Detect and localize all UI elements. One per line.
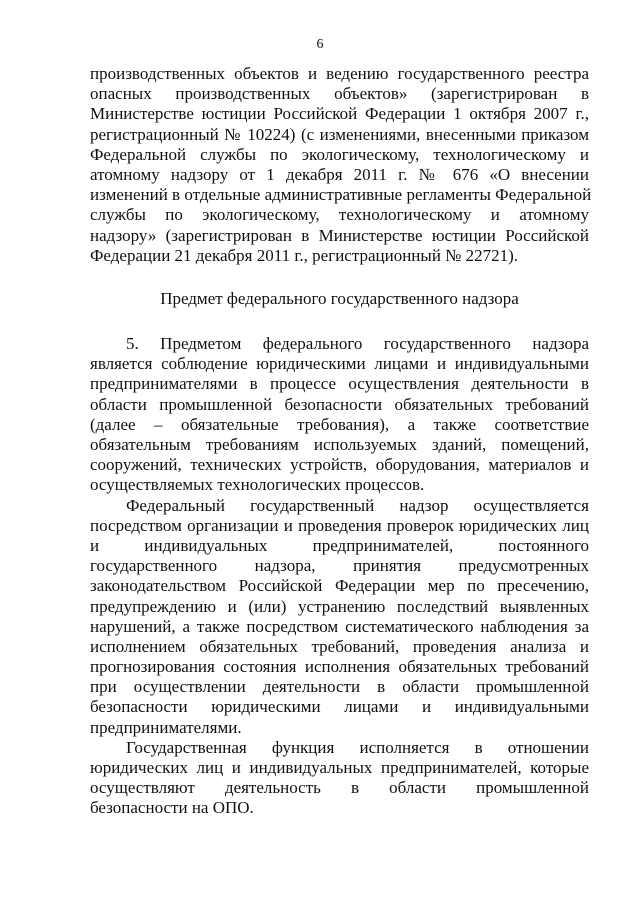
- text-line: регистрационный № 10224) (с изменениями, внесенными приказом: [90, 124, 589, 144]
- text-line: Федерации 21 декабря 2011 г., регистрационный № 22721).: [90, 245, 519, 265]
- text-line: исполнением обязательных требований, проведения анализа и: [90, 636, 589, 656]
- text-line: является соблюдение юридическими лицами и индивидуальными: [90, 354, 589, 374]
- text-line: службы по экологическому, технологическому и атомному: [90, 205, 589, 225]
- paragraph-5: [90, 334, 589, 496]
- text-line: Министерстве юстиции Российской Федерации 1 октября 2007 г.,: [90, 104, 589, 124]
- text-line: Федеральной службы по экологическому, технологическому и: [90, 144, 589, 164]
- section-heading: Предмет федерального государственного надзора: [160, 288, 519, 308]
- text-line: государственного надзора, принятия предусмотренных: [90, 556, 589, 576]
- text-line: производственных объектов и ведению государственного реестра: [90, 64, 589, 83]
- paragraph-state-function: [90, 738, 589, 819]
- text-line: посредством организации и проведения проверок юридических лиц: [90, 515, 589, 535]
- text-line: Федеральный государственный надзор осуществляется: [126, 495, 589, 515]
- text-line: 5. Предметом федерального государственного надзора: [126, 334, 589, 354]
- paragraph-federal-supervision: [90, 496, 589, 738]
- paragraph-regulation-reference: [90, 64, 592, 266]
- text-line: безопасности юридическими лицами и индивидуальными: [90, 697, 589, 717]
- text-line: безопасности на ОПО.: [90, 798, 254, 818]
- text-line: атомному надзору от 1 декабря 2011 г. № 676 «О внесении: [90, 164, 589, 184]
- text-line: и индивидуальных предпринимателей, постоянного: [90, 535, 589, 555]
- text-line: Государственная функция исполняется в отношении: [126, 737, 589, 757]
- page-number: 6: [316, 37, 324, 52]
- text-line: сооружений, технических устройств, оборудования, материалов и: [90, 455, 589, 475]
- text-line: осуществляемых технологических процессов.: [90, 475, 425, 495]
- text-line: (далее – обязательные требования), а также соответствие: [90, 414, 589, 434]
- text-line: при осуществлении деятельности в области промышленной: [90, 677, 589, 697]
- text-line: области промышленной безопасности обязательных требований: [90, 394, 589, 414]
- text-line: нарушений, а также посредством систематического наблюдения за: [90, 616, 589, 636]
- text-line: изменений в отдельные административные регламенты Федеральной: [90, 185, 592, 205]
- text-line: прогнозирования состояния исполнения обязательных требований: [90, 657, 589, 677]
- text-line: законодательством Российской Федерации мер по пресечению,: [90, 576, 589, 596]
- page-content: [90, 64, 592, 819]
- text-line: предупреждению и (или) устранению последствий выявленных: [90, 596, 589, 616]
- text-line: предпринимателями.: [90, 717, 242, 737]
- text-line: надзору» (зарегистрирован в Министерстве юстиции Российской: [90, 225, 589, 245]
- text-line: обязательным требованиям используемых зданий, помещений,: [90, 435, 589, 454]
- text-line: опасных производственных объектов» (зарегистрирован в: [90, 84, 589, 104]
- text-line: юридических лиц и индивидуальных предпринимателей, которые: [90, 758, 589, 777]
- text-line: осуществляют деятельность в области промышленной: [90, 778, 589, 798]
- text-line: предпринимателями в процессе осуществления деятельности в: [90, 374, 589, 394]
